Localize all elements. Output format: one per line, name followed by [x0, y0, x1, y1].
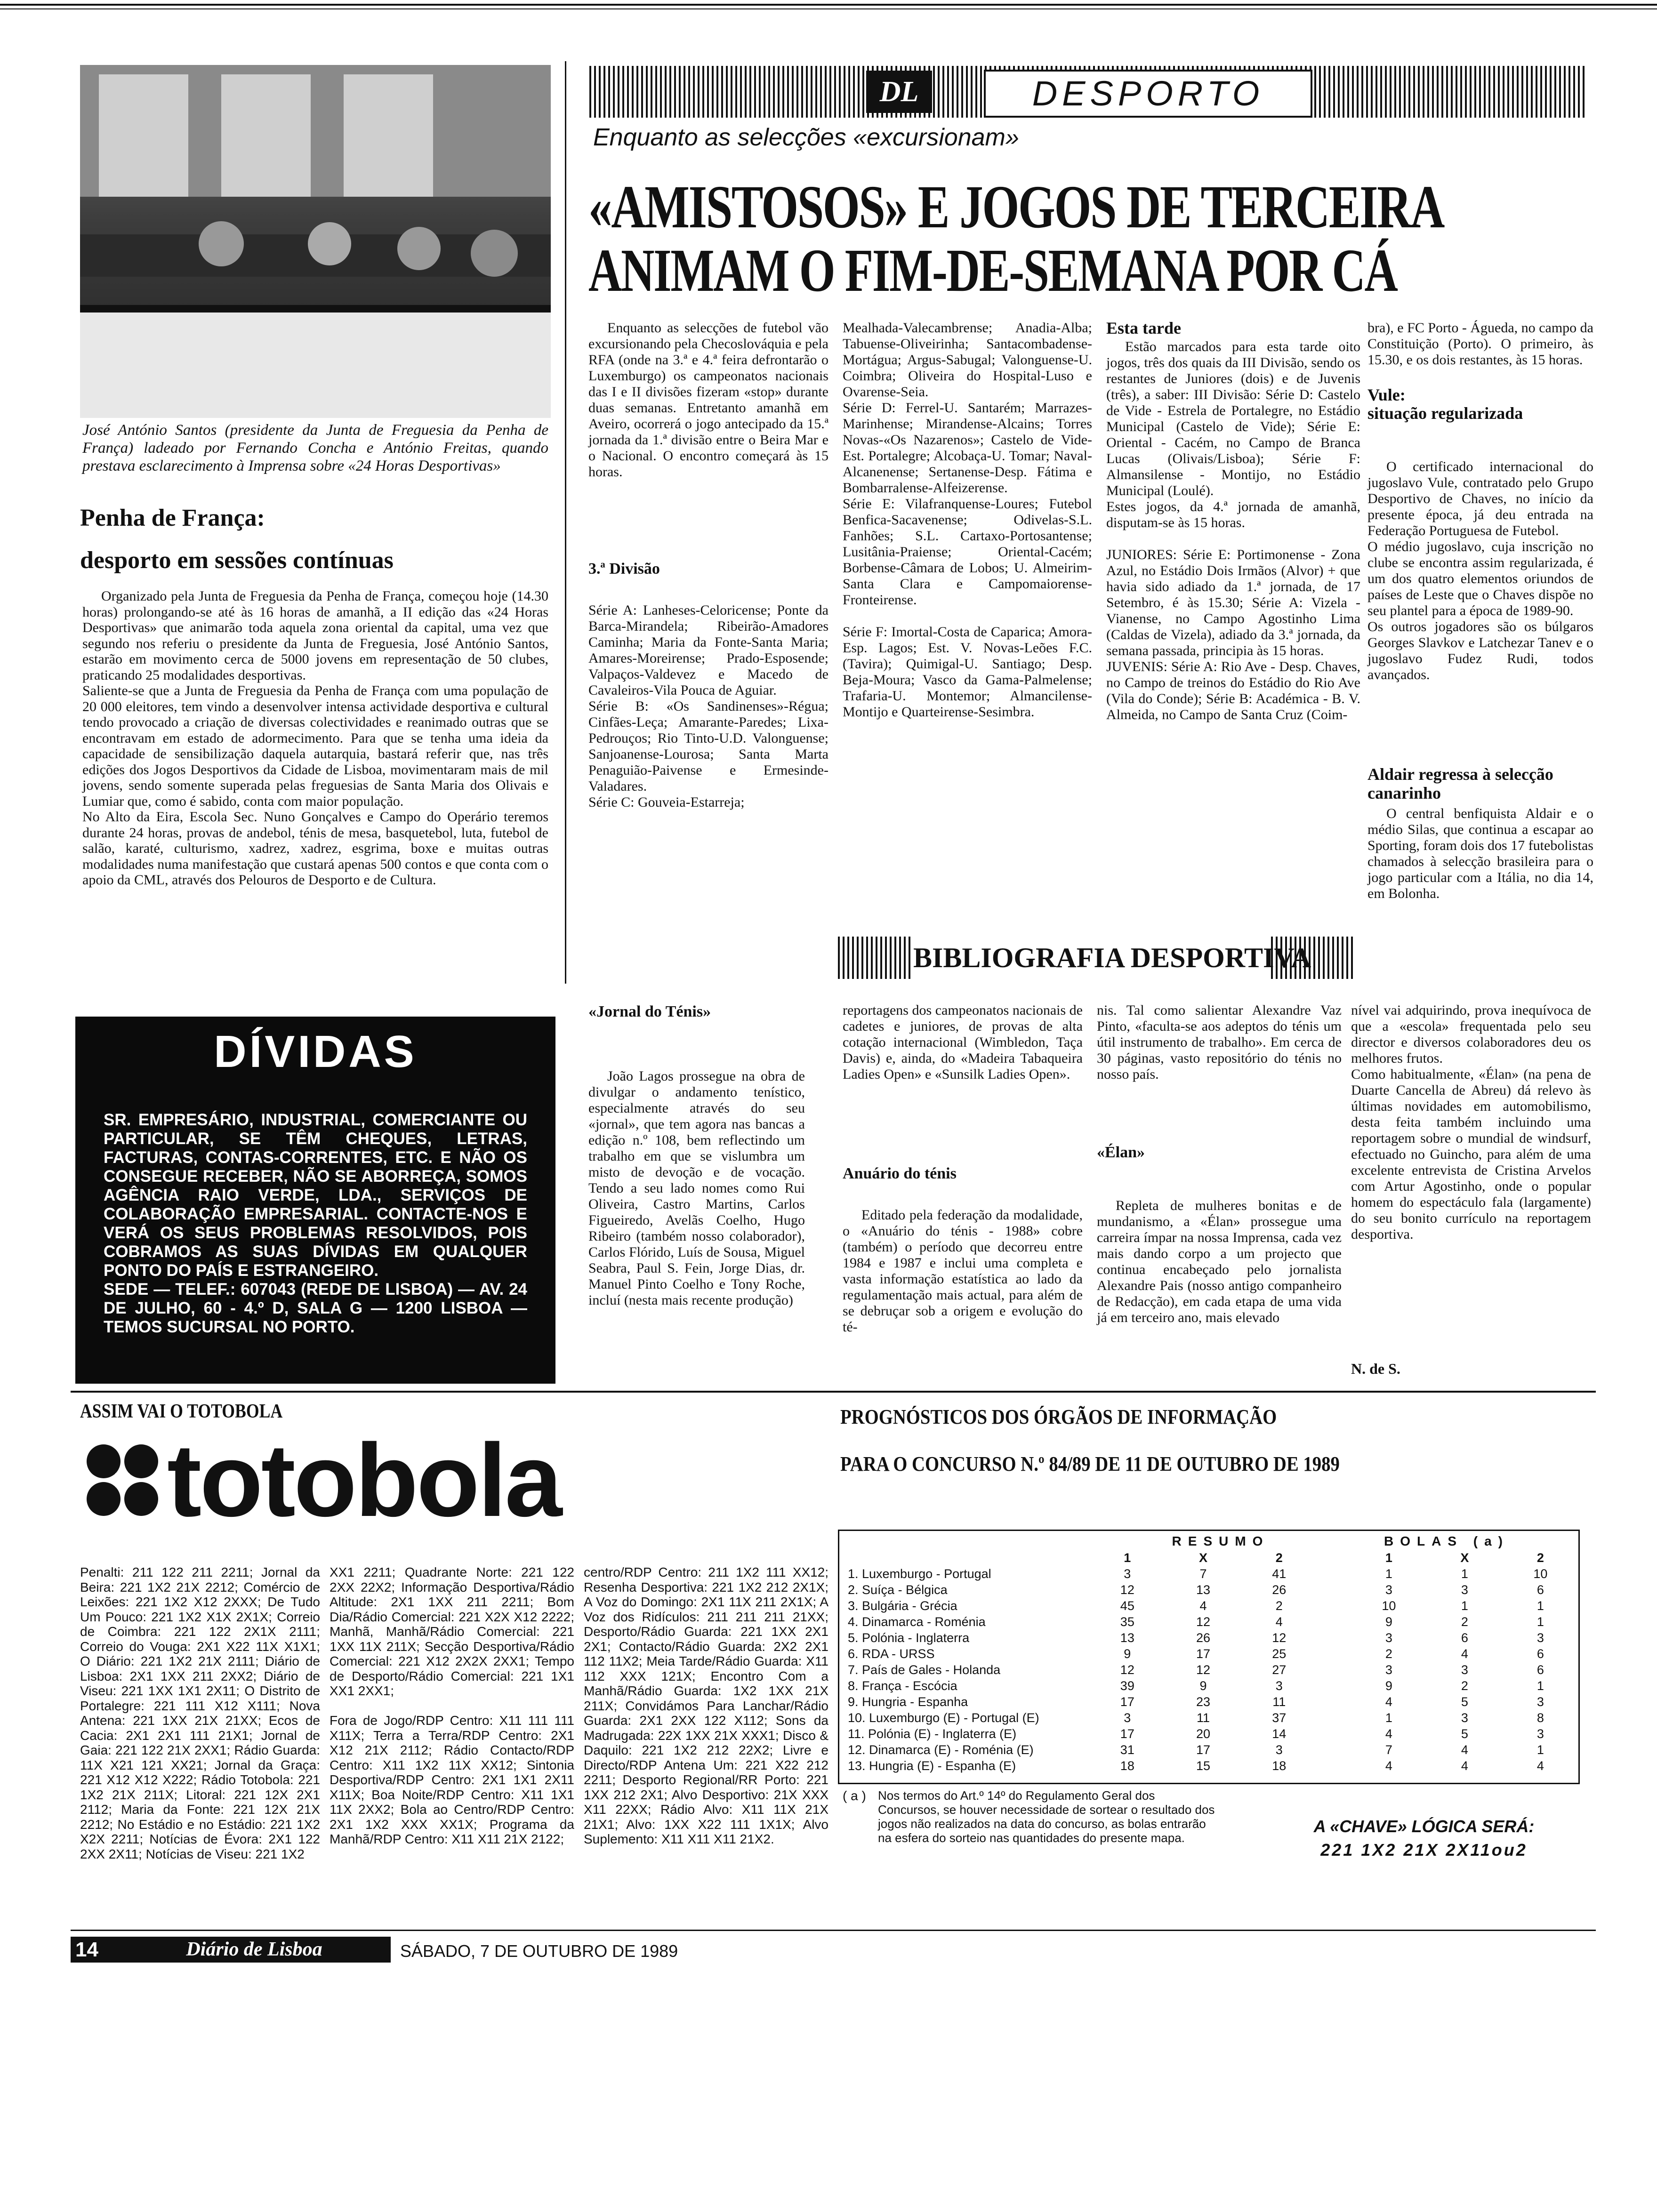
resumo-cell: 3 — [1124, 1566, 1131, 1581]
game-name: 8. França - Escócia — [848, 1678, 957, 1693]
column-header: X — [1460, 1550, 1469, 1565]
bolas-cell: 10 — [1382, 1598, 1396, 1613]
subhead-3-divisao: 3.ª Divisão — [588, 560, 660, 577]
photo — [80, 65, 551, 418]
results-row — [844, 1758, 1578, 1774]
game-name: 4. Dinamarca - Roménia — [848, 1614, 986, 1629]
resumo-cell: 41 — [1272, 1566, 1287, 1581]
bolas-cell: 4 — [1536, 1758, 1544, 1773]
resumo-cell: 26 — [1196, 1630, 1211, 1645]
bolas-cell: 6 — [1536, 1582, 1544, 1597]
bolas-cell: 1 — [1536, 1678, 1544, 1693]
top-rule — [0, 4, 1657, 6]
prognosticos-col-3: centro/RDP Centro: 211 1X2 111 XX12; Resenha Desportiva: 221 1X2 212 2X1X; A Voz do Domingo: 2X1 11X 211 2X1X; A Voz dos Ridículos: 211 211 211 21XX; Desporto/Rádio Guarda: 221 1XX 2X1 2X1; Contacto/Rádio Guarda: 2X2 2X1 112 11X2; Meia Tarde/Rádio Guarda: X11 112 XXX 121X; Encontro Com a Manhã/Rádio Guarda: 1X2 1XX 21X 211X; Convidámos Para Lanchar/Rádio Guarda: 2X1 2XX 122 X112; Sons da Madrugada: 22X 1XX 21X XXX1; Disco & Daquilo: 221 1X2 212 22X2; Livre e Directo/RDP Antena Um: 221 X22 212 2211; Desporto Regional/RR Porto: 221 1XX 212 2X1; Alvo Desportivo: 21X XXX X11 22XX; Rádio Alvo: X11 11X 21X 21X1; Alvo: 1XX X22 111 1X1X; Alvo Suplemento: X11 X11 X11 21X2. — [584, 1565, 828, 1846]
game-name: 7. País de Gales - Holanda — [848, 1662, 1001, 1677]
resumo-cell: 20 — [1196, 1726, 1211, 1741]
bolas-cell: 4 — [1385, 1694, 1392, 1709]
biblio-col-3b: Repleta de mulheres bonitas e de mundanismo, a «Élan» prossegue uma carreira ímpar na nossa Imprensa, cada vez mais dando corpo a um projecto que continua encabeçado pelo jornalista Alexandre Pais (nosso antigo companheiro de Redacção), em cada etapa de uma vida já em terceiro ano, mais elevado — [1097, 1198, 1342, 1325]
bolas-cell: 9 — [1385, 1678, 1392, 1693]
headline-line-2: ANIMAM O FIM-DE-SEMANA POR CÁ — [588, 237, 1397, 305]
resumo-cell: 27 — [1272, 1662, 1287, 1677]
bolas-cell: 6 — [1461, 1630, 1468, 1645]
paper-name: Diário de Lisboa — [186, 1939, 322, 1960]
subhead-vule-2: situação regularizada — [1367, 404, 1523, 423]
chave-label: A «CHAVE» LÓGICA SERÁ: — [1313, 1817, 1535, 1836]
resumo-cell: 17 — [1196, 1742, 1211, 1757]
resumo-cell: 23 — [1196, 1694, 1211, 1709]
resumo-cell: 13 — [1120, 1630, 1134, 1645]
resumo-cell: 3 — [1275, 1678, 1283, 1693]
game-name: 10. Luxemburgo (E) - Portugal (E) — [848, 1710, 1039, 1725]
results-row — [844, 1742, 1578, 1758]
game-name: 9. Hungria - Espanha — [848, 1694, 968, 1709]
bolas-cell: 1 — [1536, 1598, 1544, 1613]
note-text: Nos termos do Art.º 14º do Regulamento Geral dos Concursos, se houver necessidade de sortear o resultado dos jogos não realizados na data do concurso, as bolas entrarão na esfera do sorteio nas quantidades do presente mapa. — [878, 1788, 1215, 1845]
resumo-cell: 18 — [1120, 1758, 1134, 1773]
resumo-cell: 12 — [1196, 1614, 1211, 1629]
bolas-cell: 1 — [1385, 1566, 1392, 1581]
game-name: 12. Dinamarca (E) - Roménia (E) — [848, 1742, 1034, 1757]
bolas-cell: 2 — [1461, 1678, 1468, 1693]
resumo-cell: 12 — [1196, 1662, 1211, 1677]
column-header: 2 — [1275, 1550, 1283, 1565]
biblio-head-elan: «Élan» — [1097, 1144, 1145, 1161]
bolas-cell: 10 — [1533, 1566, 1548, 1581]
bolas-cell: 3 — [1536, 1694, 1544, 1709]
results-row — [844, 1566, 1578, 1582]
results-row — [844, 1678, 1578, 1694]
resumo-cell: 12 — [1120, 1582, 1134, 1597]
results-table — [844, 1550, 1578, 1774]
resumo-cell: 17 — [1196, 1646, 1211, 1661]
bolas-cell: 5 — [1461, 1694, 1468, 1709]
resumo-cell: 15 — [1196, 1758, 1211, 1773]
prognosticos-col-2: XX1 2211; Quadrante Norte: 221 122 2XX 22X2; Informação Desportiva/Rádio Altitude: 2X1 1XX 211 2211; Bom Dia/Rádio Comercial: 221 X2X X12 2222; Manhã, Manhã/Rádio Comercial: 221 1XX 11X 211X; Secção Desportiva/Rádio Comercial: 221 X12 2X2X 2XX1; Tempo de Desporto/Rádio Comercial: 221 1X1 XX1 2XX1; Fora de Jogo/RDP Centro: X11 111 111 X11X; Terra a Terra/RDP Centro: 2X1 X12 21X 2112; Rádio Contacto/RDP Centro: X11 1X2 11X XX12; Sintonia Desportiva/RDP Centro: 2X1 1X1 2X11 X11X; Boa Noite/RDP Centro: X11 1X1 11X 2XX2; Bola ao Centro/RDP Centro: 2X1 1X2 XXX XX1X; Programa da Manhã/RDP Centro: X11 X11 21X 2122; — [330, 1565, 574, 1846]
resumo-cell: 11 — [1197, 1710, 1210, 1725]
bolas-cell: 3 — [1385, 1582, 1392, 1597]
game-name: 13. Hungria (E) - Espanha (E) — [848, 1758, 1016, 1773]
bolas-cell: 1 — [1536, 1742, 1544, 1757]
article-col-3: Estão marcados para esta tarde oito jogos, três dos quais da III Divisão, sendo os restantes de Juniores (dois) e de Juvenis (três), a saber: III Divisão: Série D: Castelo de Vide - Estrela de Portalegre, no Estádio Municipal (Castelo de Vide); Série E: Oriental - Cacém, no Campo de Branca Lucas (Olivais/Lisboa); Série F: Almansilense - Montijo, no Estádio Municipal (Loulé). Estes jogos, da 4.ª jornada de amanhã, disputam-se às 15 horas. JUNIORES: Série E: Portimonense - Zona Azul, no Estádio Dois Irmãos (Alvor) + que havia sido adiado da 1.ª jornada, de 17 Setembro, é às 15.30; Série A: Vizela - Vianense, no Campo Agostinho Lima (Caldas de Vizela), adiado da 3.ª jornada, da semana passada, principia às 15 horas. JUVENIS: Série A: Rio Ave - Desp. Chaves, no Campo de treinos do Estádio do Rio Ave (Vila do Conde); Série B: Académica - B. V. Almeida, no Campo de Santa Cruz (Coim- — [1106, 339, 1360, 722]
resumo-cell: 17 — [1120, 1694, 1134, 1709]
resumo-cell: 4 — [1199, 1598, 1207, 1613]
subhead-vule: Vule: — [1367, 385, 1406, 404]
resumo-cell: 25 — [1272, 1646, 1287, 1661]
ad-dividas — [75, 1017, 555, 1384]
bolas-cell: 3 — [1385, 1630, 1392, 1645]
results-header-row — [844, 1550, 1578, 1566]
results-row — [844, 1614, 1578, 1630]
resumo-cell: 3 — [1124, 1710, 1131, 1725]
totobola-logo-icon — [82, 1440, 162, 1520]
totobola-section-title: ASSIM VAI O TOTOBOLA — [80, 1401, 283, 1422]
penha-body: Organizado pela Junta de Freguesia da Penha de França, começou hoje (14.30 horas) prolongando-se até às 16 horas de amanhã, a II edição das «24 Horas Desportivas» que animarão toda aquela zona oriental da capital, uma vez que segundo nos referiu o presidente da Junta de Freguesia, José António Santos, estarão em movimento cerca de 5000 jovens em representação de 50 clubes, praticando 25 modalidades desportivas. Saliente-se que a Junta de Freguesia da Penha de França com uma população de 20 000 eleitores, tem vindo a desenvolver intensa actividade desportiva e cultural tendo provocado a criação de diversas colectividades e reanimado outras que se encontravam em estado de adormecimento. Para que se tenha uma ideia da capacidade de sensibilização daquela autarquia, bastará referir que, nas três edições dos Jogos Desportivos da Cidade de Lisboa, movimentaram mais de mil jovens, sendo somente superada pelas freguesias de Santa Maria dos Olivais e Lumiar que, como é sabido, conta com maior população. No Alto da Eira, Escola Sec. Nuno Gonçalves e Campo do Operário teremos durante 24 horas, provas de andebol, ténis de mesa, basquetebol, luta, futebol de salão, karaté, culturismo, xadrez, xadrez, esgrima, boxe e muitas outras modalidades numa manifestação que custará apenas 500 contos e que conta com o apoio da CML, através dos Pelouros de Desporto e de Cultura. — [82, 588, 548, 888]
results-row — [844, 1598, 1578, 1614]
concurso-title: PARA O CONCURSO N.º 84/89 DE 11 DE OUTUBRO DE 1989 — [840, 1452, 1340, 1475]
chave-value: 221 1X2 21X 2X11ou2 — [1320, 1840, 1528, 1859]
resumo-cell: 3 — [1275, 1742, 1283, 1757]
resumo-cell: 45 — [1120, 1598, 1134, 1613]
results-row — [844, 1630, 1578, 1646]
results-row — [844, 1710, 1578, 1726]
resumo-cell: 26 — [1272, 1582, 1287, 1597]
resumo-cell: 7 — [1199, 1566, 1207, 1581]
bolas-cell: 3 — [1536, 1726, 1544, 1741]
bolas-cell: 2 — [1385, 1646, 1392, 1661]
article-col-1: Enquanto as selecções de futebol vão excursionando pela Checoslováquia e pela RFA (onde na 3.ª e 4.ª feira defrontarão o Luxemburgo) os campeonatos nacionais das I e II divisões fizeram «stop» durante duas semanas. Entretanto amanhã em Aveiro, ocorrerá o jogo antecipado da 15.ª jornada da 1.ª divisão entre o Beira Mar e o Nacional. O encontro começará às 15 horas. — [588, 320, 828, 480]
prognosticos-col-1: Penalti: 211 122 211 2211; Jornal da Beira: 221 1X2 21X 2212; Comércio de Leixões: 221 1X2 X12 2XXX; De Tudo Um Pouco: 221 1X2 X1X 2X1X; Correio de Coimbra: 221 122 2X1X 2111; Correio do Vouga: 2X1 X22 11X X1X1; O Diário: 221 1X2 21X 2111; Diário de Lisboa: 2X1 1XX 211 2XX2; Diário de Viseu: 221 1XX 1X1 2X11; O Distrito de Portalegre: 221 111 X12 X111; Nova Antena: 221 1XX 21X 21XX; Ecos de Cacia: 2X1 2X1 111 21X1; Jornal de Gaia: 221 122 21X 2XX1; Rádio Guarda: 11X X21 121 XX21; Jornal da Graça: 221 X12 X12 X222; Rádio Totobola: 221 1X2 21X 211X; Litoral: 221 12X 2X1 2112; Maria da Fonte: 221 12X 21X 2212; No Estádio e no Estádio: 221 1X2 X2X 2211; Notícias de Évora: 2X1 122 2XX 2X11; Notícias de Viseu: 221 1X2 — [80, 1565, 320, 1861]
totobola-top-rule — [71, 1391, 1596, 1393]
game-name: 6. RDA - URSS — [848, 1646, 935, 1661]
resumo-cell: 12 — [1120, 1662, 1134, 1677]
bolas-cell: 3 — [1385, 1662, 1392, 1677]
resumo-header: RESUMO — [1172, 1534, 1270, 1548]
biblio-signature: N. de S. — [1351, 1360, 1400, 1377]
bolas-cell: 3 — [1536, 1630, 1544, 1645]
column-header: 2 — [1536, 1550, 1544, 1565]
prognosticos-title: PROGNÓSTICOS DOS ÓRGÃOS DE INFORMAÇÃO — [840, 1405, 1277, 1428]
resumo-cell: 2 — [1275, 1598, 1283, 1613]
article-col-4a: bra), e FC Porto - Águeda, no campo da Constituição (Porto). O primeiro, às 15.30, e os dois restantes, às 15 horas. — [1367, 320, 1593, 368]
bolas-cell: 1 — [1461, 1566, 1468, 1581]
dl-logo: DL — [866, 71, 932, 113]
biblio-col-2b: Editado pela federação da modalidade, o «Anuário do ténis - 1988» cobre (também) o período que decorreu entre 1984 e 1987 e inclui uma completa e vasta informação estatística ao lado da regulamentação mais actual, para além de se debruçar sob a origem e evolução do té- — [843, 1207, 1083, 1335]
resumo-cell: 4 — [1275, 1614, 1283, 1629]
bolas-cell: 9 — [1385, 1614, 1392, 1629]
biblio-col-1: João Lagos prossegue na obra de divulgar o andamento tenístico, especialmente através do seu «jornal», que tem agora nas bancas a edição n.º 108, bem reflectindo um trabalho em que se vislumbra um misto de devoção e de vocação. Tendo a seu lado nomes como Rui Oliveira, Castro Martins, Carlos Figueiredo, Avelãs Coelho, Hugo Ribeiro (também nosso colaborador), Carlos Flórido, Luís de Sousa, Miguel Seabra, Paul S. Fein, Jorge Dias, dr. Manuel Pinto Coelho e Tony Roche, incluí (nesta mais recente produção) — [588, 1068, 805, 1308]
bolas-cell: 1 — [1461, 1598, 1468, 1613]
resumo-cell: 11 — [1272, 1694, 1286, 1709]
kicker: Enquanto as selecções «excursionam» — [593, 124, 1019, 151]
bolas-cell: 1 — [1385, 1710, 1392, 1725]
game-name: 1. Luxemburgo - Portugal — [848, 1566, 991, 1581]
resumo-cell: 35 — [1120, 1614, 1134, 1629]
game-name: 3. Bulgária - Grécia — [848, 1598, 957, 1613]
ad-body: SR. EMPRESÁRIO, INDUSTRIAL, COMERCIANTE OU PARTICULAR, SE TÊM CHEQUES, LETRAS, FACTURAS, CONTAS-CORRENTES, ETC. E NÃO OS CONSEGUE RECEBER, NÃO SE ABORREÇA, SOMOS AGÊNCIA RAIO VERDE, LDA., SERVIÇOS DE COLABORAÇÃO EMPRESARIAL. CONTACTE-NOS E VERÁ OS SEUS PROBLEMAS RESOLVIDOS, POIS COBRAMOS AS SUAS DÍVIDAS EM QUALQUER PONTO DO PAÍS E ESTRANGEIRO. SEDE — TELEF.: 607043 (REDE DE LISBOA) — AV. 24 DE JULHO, 60 - 4.º D, SALA G — 1200 LISBOA — TEMOS SUCURSAL NO PORTO. — [104, 1111, 527, 1336]
headline-line-1: «AMISTOSOS» E JOGOS DE TERCEIRA — [588, 173, 1444, 241]
photo-scene — [80, 65, 551, 418]
bolas-cell: 4 — [1385, 1758, 1392, 1773]
results-row — [844, 1582, 1578, 1598]
results-row — [844, 1726, 1578, 1742]
biblio-head-anuario: Anuário do ténis — [843, 1165, 957, 1182]
resumo-cell: 12 — [1272, 1630, 1287, 1645]
bolas-cell: 4 — [1461, 1646, 1468, 1661]
page-number: 14 — [75, 1938, 98, 1961]
column-header: X — [1199, 1550, 1208, 1565]
biblio-col-2: reportagens dos campeonatos nacionais de cadetes e juniores, de provas de alta cotação internacional (Wimbledon, Taça Davis) e, ainda, do «Madeira Tabaqueira Ladies Open» e «Sunsilk Ladies Open». — [843, 1002, 1083, 1082]
bolas-cell: 2 — [1461, 1614, 1468, 1629]
game-name: 2. Suíça - Bélgica — [848, 1582, 948, 1597]
results-row — [844, 1662, 1578, 1678]
subhead-aldair: Aldair regressa à selecção canarinho — [1367, 765, 1553, 802]
bolas-cell: 4 — [1385, 1726, 1392, 1741]
totobola-logo: totobola — [167, 1422, 561, 1538]
article-col-4b: O certificado internacional do jugoslavo Vule, contratado pelo Grupo Desportivo de Chaves, no início da presente época, já deu entrada na Federação Portuguesa de Futebol. O médio jugoslavo, cuja inscrição no clube se encontra assim regularizada, é um dos quatro elementos oriundos de países de Leste que o Chaves dispõe no seu plantel para a época de 1989-90. Os outros jogadores são os búlgaros Georges Slavkov e Latchezar Tanev e o jugoslavo Fudez Rudi, todos avançados. — [1367, 459, 1593, 682]
bolas-cell: 5 — [1461, 1726, 1468, 1741]
bolas-cell: 6 — [1536, 1646, 1544, 1661]
article-col-4c: O central benfiquista Aldair e o médio Silas, que continua a escapar ao Sporting, foram dois dos 17 futebolistas chamados à selecção brasileira para o jogo particular com a Itália, no dia 14, em Bolonha. — [1367, 806, 1593, 901]
results-table-box — [838, 1530, 1580, 1784]
penha-title-2: desporto em sessões contínuas — [80, 547, 394, 574]
resumo-cell: 9 — [1199, 1678, 1207, 1693]
subhead-esta-tarde: Esta tarde — [1106, 319, 1181, 337]
biblio-col-3: nis. Tal como salientar Alexandre Vaz Pinto, «faculta-se aos adeptos do ténis um útil instrumento de trabalho». Em cerca de 30 páginas, vasto repositório do ténis no nosso país. — [1097, 1002, 1342, 1082]
bolas-cell: 7 — [1385, 1742, 1392, 1757]
bolas-cell: 8 — [1536, 1710, 1544, 1725]
photo-caption: José António Santos (presidente da Junta de Freguesia da Penha de França) ladeado por Fernando Concha e António Freitas, quando prestava esclarecimento à Imprensa sobre «24 Horas Desportivas» — [82, 422, 548, 474]
issue-date: SÁBADO, 7 DE OUTUBRO DE 1989 — [400, 1941, 678, 1961]
bolas-cell: 3 — [1461, 1662, 1468, 1677]
biblio-title: BIBLIOGRAFIA DESPORTIVA — [913, 937, 1271, 979]
bolas-cell: 4 — [1461, 1742, 1468, 1757]
note-marker: ( a ) — [843, 1788, 866, 1803]
game-name: 5. Polónia - Inglaterra — [848, 1630, 970, 1645]
resumo-cell: 39 — [1120, 1678, 1134, 1693]
bolas-cell: 4 — [1461, 1758, 1468, 1773]
article-col-1b: Série A: Lanheses-Celoricense; Ponte da Barca-Mirandela; Ribeirão-Amadores Caminha; Maria da Fonte-Santa Maria; Amares-Moreirense; Prado-Esposende; Valpaços-Valdevez e Macedo de Cavaleiros-Vila Pouca de Aguiar. Série B: «Os Sandinenses»-Régua; Cinfães-Leça; Amarante-Paredes; Lixa-Pedrouços; Rio Tinto-U.D. Valonguense; Sanjoanense-Lourosa; Santa Marta Penaguião-Paivense e Ermesinde-Valadares. Série C: Gouveia-Estarreja; — [588, 602, 828, 810]
biblio-head-jornal: «Jornal do Ténis» — [588, 1003, 711, 1020]
bolas-cell: 3 — [1461, 1582, 1468, 1597]
column-header: 1 — [1385, 1550, 1392, 1565]
section-title: DESPORTO — [984, 70, 1312, 118]
bolas-header: BOLAS (a) — [1384, 1534, 1509, 1548]
results-row — [844, 1646, 1578, 1662]
bottom-rule — [71, 1930, 1596, 1931]
resumo-cell: 17 — [1120, 1726, 1134, 1741]
ad-title: DÍVIDAS — [214, 1026, 417, 1077]
resumo-cell: 9 — [1124, 1646, 1131, 1661]
resumo-cell: 18 — [1272, 1758, 1287, 1773]
biblio-col-4: nível vai adquirindo, prova inequívoca de que a «escola» frequentada pelo seu director e diversos colaboradores deu os melhores frutos. Como habitualmente, «Élan» (na pena de Duarte Cancella de Abreu) dá relevo às últimas novidades em automobilismo, desta feita também incluindo uma reportagem sobre o mundial de windsurf, efectuado no Guincho, para além de uma excelente entrevista de Cristina Arvelos com Artur Agostinho, onde o popular homem do espectáculo fala (largamente) do seu bonito currículo na reportagem desportiva. — [1351, 1002, 1591, 1242]
top-rule-2 — [0, 8, 1657, 9]
results-row — [844, 1694, 1578, 1710]
resumo-cell: 37 — [1272, 1710, 1287, 1725]
game-name: 11. Polónia (E) - Inglaterra (E) — [848, 1726, 1017, 1741]
bolas-cell: 6 — [1536, 1662, 1544, 1677]
resumo-cell: 31 — [1120, 1742, 1134, 1757]
penha-title-1: Penha de França: — [80, 505, 265, 531]
bolas-cell: 3 — [1461, 1710, 1468, 1725]
column-rule — [565, 61, 566, 984]
resumo-cell: 13 — [1196, 1582, 1211, 1597]
bolas-cell: 1 — [1536, 1614, 1544, 1629]
column-header: 1 — [1124, 1550, 1131, 1565]
resumo-cell: 14 — [1272, 1726, 1287, 1741]
article-col-2: Mealhada-Valecambrense; Anadia-Alba; Tabuense-Oliveirinha; Santacombadense-Mortágua; Argus-Sabugal; Valonguense-U. Coimbra; Oliveira do Hospital-Luso e Ovarense-Seia. Série D: Ferrel-U. Santarém; Marrazes-Marinhense; Mirandense-Alcains; Torres Novas-«Os Nazarenos»; Castelo de Vide-Est. Portalegre; Alcobaça-U. Tomar; Naval-Alcanenense; Sertanense-Desp. Fátima e Bombarralense-Alfeizerense. Série E: Vilafranquense-Loures; Futebol Benfica-Sacavenense; Odivelas-S.L. Fanhões; S.L. Cartaxo-Portosantense; Lusitânia-Praiense; Oriental-Cacém; Borbense-Câmara de Lobos; U. Almeirim-Santa Clara e Campomaiorense-Fronteirense. Série F: Imortal-Costa de Caparica; Amora-Esp. Lagos; Est. V. Novas-Leões F.C. (Tavira); Quimigal-U. Santiago; Desp. Beja-Moura; Vasco da Gama-Palmelense; Trafaria-U. Montemor; Almancilense-Montijo e Quarteirense-Sesimbra. — [843, 320, 1092, 720]
